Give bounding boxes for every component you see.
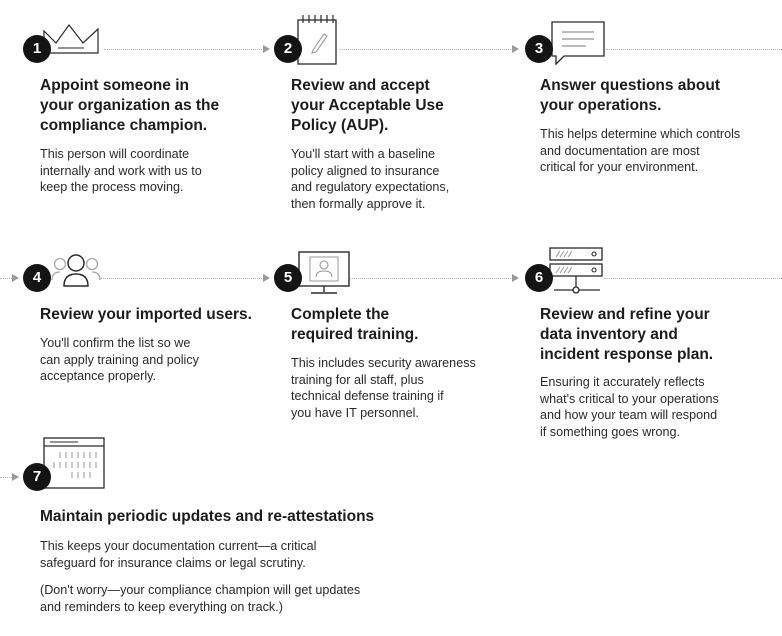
step-4-description <box>40 335 199 385</box>
step-6-title-line: incident response plan. <box>540 346 714 363</box>
chat-bubble-icon <box>550 20 606 66</box>
step-5-title-line: Complete the <box>291 306 390 323</box>
step-5-body-line: training for all staff, plus <box>291 372 424 387</box>
connector-arrow-5 <box>263 274 270 282</box>
step-2-title-line: Policy (AUP). <box>291 117 389 134</box>
step-2-body-line: and regulatory expectations, <box>291 180 450 194</box>
connector-arrow-3 <box>512 45 519 53</box>
step-2-body-line: policy aligned to insurance <box>291 163 440 178</box>
connector-2-3 <box>340 49 513 50</box>
step-6-body-line: Ensuring it accurately reflects <box>540 375 705 389</box>
step-3-badge: 3 <box>525 35 553 63</box>
step-6-body-line: if something goes wrong. <box>540 424 681 439</box>
step-7-description <box>40 538 317 571</box>
step-4-title-line: Review your imported users. <box>40 306 252 323</box>
step-3-body-line: critical for your environment. <box>540 160 699 174</box>
step-2-body-line: You'll start with a baseline <box>291 147 436 161</box>
step-7-title-line: Maintain periodic updates and re-attestations <box>40 508 375 525</box>
step-5-badge: 5 <box>274 264 302 292</box>
connector-1-2 <box>104 49 264 50</box>
step-5-body-line: This includes security awareness <box>291 356 476 370</box>
step-2-body-line: then formally approve it. <box>291 196 426 211</box>
step-3-title-line: Answer questions about <box>540 77 720 94</box>
step-2-title <box>291 76 444 136</box>
step-1-title-line: Appoint someone in <box>40 77 189 94</box>
step-6-body-line: and how your team will respond <box>540 408 718 422</box>
step-6-title-line: Review and refine your <box>540 306 710 323</box>
step-4-body-line: acceptance properly. <box>40 369 156 383</box>
connector-5-6 <box>350 278 513 279</box>
server-network-icon <box>548 246 604 296</box>
step-5-title-line: required training. <box>291 326 419 343</box>
step-5-title <box>291 305 418 345</box>
step-4-badge: 4 <box>23 264 51 292</box>
step-1-body-line: keep the process moving. <box>40 180 184 194</box>
step-4-title <box>40 305 252 325</box>
connector-in-7 <box>0 477 12 478</box>
step-3-description <box>540 126 740 176</box>
step-6-description <box>540 374 719 440</box>
connector-arrow-7 <box>12 473 19 481</box>
step-1-body-line: This person will coordinate <box>40 147 190 161</box>
step-2-title-line: Review and accept <box>291 77 430 94</box>
step-7-note-line: and reminders to keep everything on track.) <box>40 599 283 614</box>
step-7-note <box>40 582 360 615</box>
step-2-description <box>291 146 449 212</box>
step-7-badge: 7 <box>23 463 51 491</box>
step-6-title-line: data inventory and <box>540 326 678 343</box>
step-3-body-line: and documentation are most <box>540 143 700 158</box>
step-1-title <box>40 76 219 136</box>
connector-6-out <box>604 278 782 279</box>
step-1-title-line: compliance champion. <box>40 117 208 134</box>
step-2-badge: 2 <box>274 35 302 63</box>
step-7-note-line: (Don't worry—your compliance champion will get updates <box>40 583 361 597</box>
step-5-body-line: you have IT personnel. <box>291 405 419 420</box>
step-4-body-line: can apply training and policy <box>40 352 199 367</box>
step-3-title <box>540 76 720 116</box>
connector-3-out <box>606 49 782 50</box>
step-5-description <box>291 355 476 421</box>
step-6-body-line: what's critical to your operations <box>540 391 719 406</box>
step-1-description <box>40 146 202 196</box>
step-3-title-line: your operations. <box>540 97 662 114</box>
notepad-pencil-icon <box>297 14 337 66</box>
step-5-body-line: technical defense training if <box>291 389 444 403</box>
step-7-body-line: safeguard for insurance claims or legal scrutiny. <box>40 555 306 570</box>
step-3-body-line: This helps determine which controls <box>540 127 741 141</box>
step-1-title-line: your organization as the <box>40 97 220 114</box>
step-1-badge: 1 <box>23 35 51 63</box>
step-7-title <box>40 507 374 527</box>
connector-arrow-4 <box>12 274 19 282</box>
step-4-body-line: You'll confirm the list so we <box>40 336 191 350</box>
connector-4-5 <box>100 278 264 279</box>
connector-arrow-6 <box>512 274 519 282</box>
connector-arrow-2 <box>263 45 270 53</box>
step-7-body-line: This keeps your documentation current—a critical <box>40 539 317 553</box>
calendar-icon <box>42 436 106 490</box>
connector-in-4 <box>0 278 12 279</box>
step-6-badge: 6 <box>525 264 553 292</box>
step-2-title-line: your Acceptable Use <box>291 97 444 114</box>
crown-icon <box>42 23 102 55</box>
monitor-user-icon <box>297 250 353 296</box>
users-icon <box>50 252 102 292</box>
step-1-body-line: internally and work with us to <box>40 163 202 178</box>
step-6-title <box>540 305 713 365</box>
